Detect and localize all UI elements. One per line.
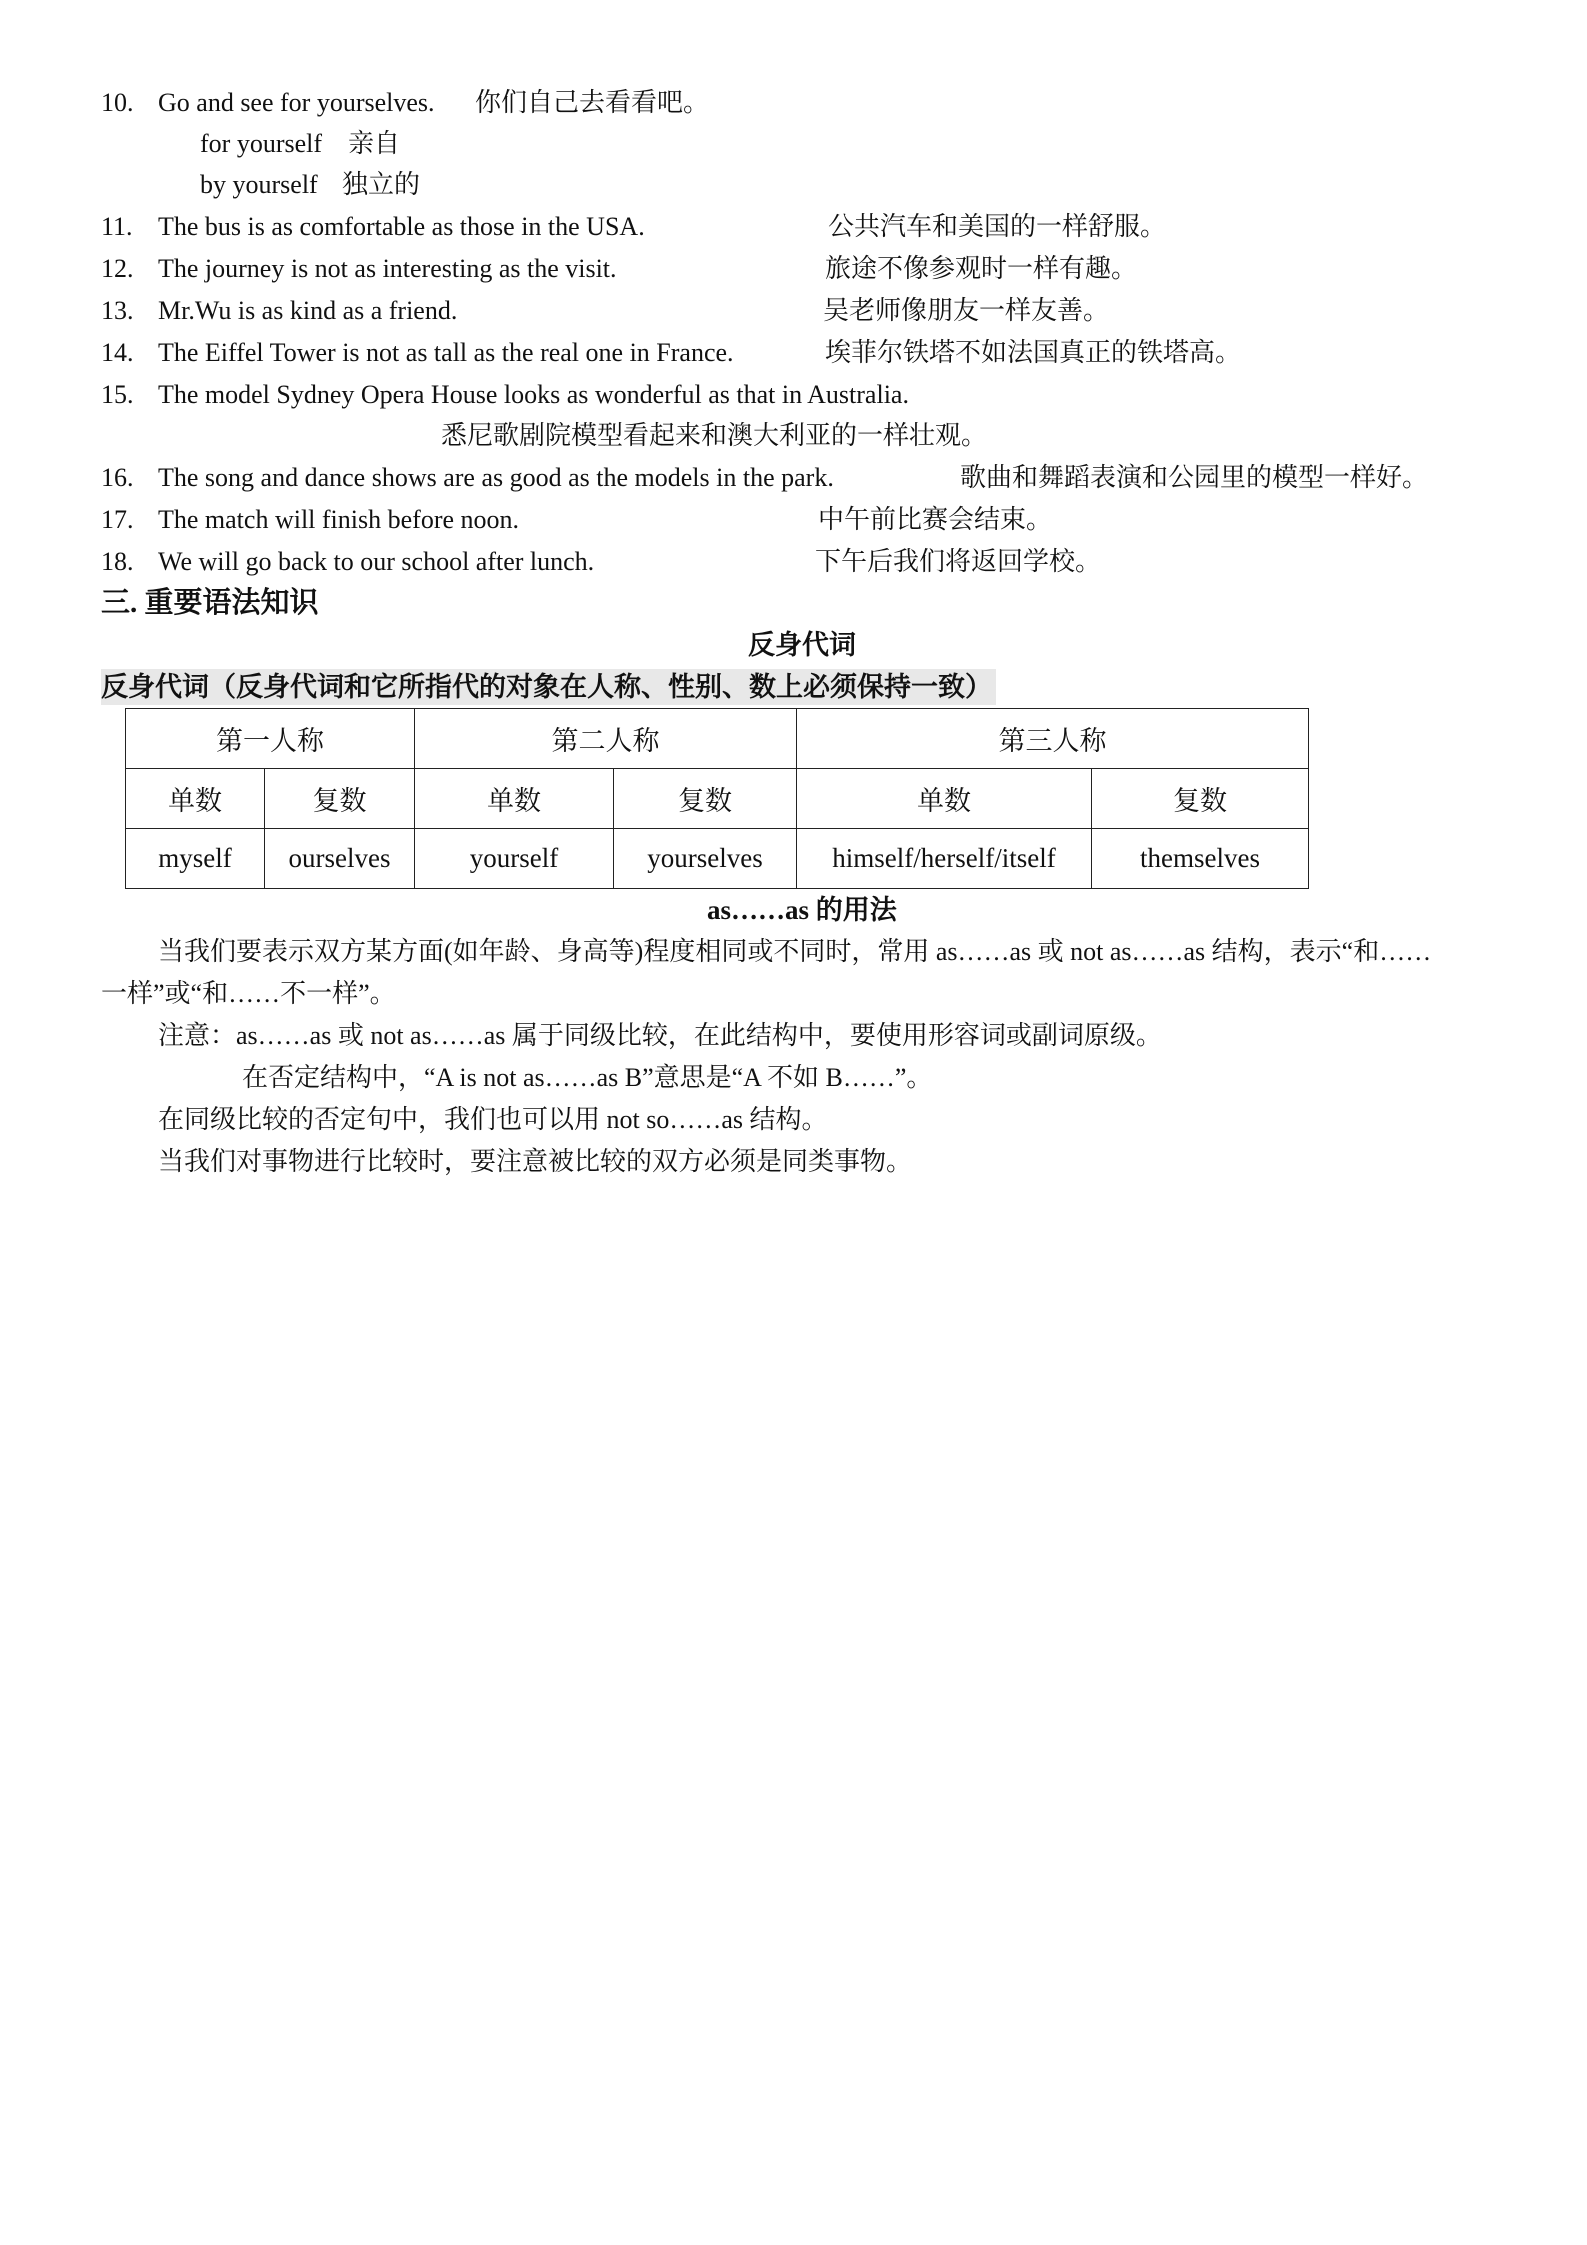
table-row-number xyxy=(126,769,1309,829)
item-14-english: The Eiffel Tower is not as tall as the real one in France. xyxy=(158,338,734,367)
table-row-forms xyxy=(126,829,1309,889)
form-myself: myself xyxy=(126,829,265,889)
item-13-number: 13. xyxy=(101,296,134,325)
item-11-number: 11. xyxy=(101,212,133,241)
item-17-english: The match will finish before noon. xyxy=(158,505,520,534)
item-17-number: 17. xyxy=(101,505,134,534)
item-11-english: The bus is as comfortable as those in the USA. xyxy=(158,212,645,241)
item-12-english: The journey is not as interesting as the visit. xyxy=(158,254,617,283)
form-yourself: yourself xyxy=(415,829,614,889)
form-yourselves: yourselves xyxy=(614,829,797,889)
item-16-english: The song and dance shows are as good as the models in the park. xyxy=(158,463,834,492)
item-15-chinese: 悉尼歌剧院模型看起来和澳大利亚的一样壮观。 xyxy=(441,421,988,450)
item-12-chinese: 旅途不像参观时一样有趣。 xyxy=(825,254,1138,283)
item-14-number: 14. xyxy=(101,338,134,367)
reflexive-note: 反身代词（反身代词和它所指代的对象在人称、性别、数上必须保持一致） xyxy=(101,669,996,705)
as-as-paragraph-1: 当我们要表示双方某方面(如年龄、身高等)程度相同或不同时，常用 as……as 或 not as……as 结构，表示“和…… xyxy=(158,937,1432,966)
first-singular-label: 单数 xyxy=(126,769,265,829)
as-as-note: 注意：as……as 或 not as……as 属于同级比较，在此结构中，要使用形容词或副词原级。 xyxy=(158,1021,1162,1050)
third-singular-label: 单数 xyxy=(797,769,1092,829)
item-16-chinese: 歌曲和舞蹈表演和公园里的模型一样好。 xyxy=(960,463,1429,492)
second-plural-label: 复数 xyxy=(614,769,797,829)
item-15-number: 15. xyxy=(101,380,134,409)
as-as-negative: 在否定结构中，“A is not as……as B”意思是“A 不如 B……”。 xyxy=(242,1063,933,1092)
item-14-chinese: 埃菲尔铁塔不如法国真正的铁塔高。 xyxy=(825,338,1242,367)
sub10-for-yourself: for yourself xyxy=(200,129,323,158)
header-third-person: 第三人称 xyxy=(797,709,1309,769)
table-row-persons xyxy=(126,709,1309,769)
item-10-english: Go and see for yourselves. xyxy=(158,88,435,117)
form-themselves: themselves xyxy=(1092,829,1309,889)
as-as-same-kind: 当我们对事物进行比较时，要注意被比较的双方必须是同类事物。 xyxy=(158,1147,913,1176)
as-as-not-so: 在同级比较的否定句中，我们也可以用 not so……as 结构。 xyxy=(158,1105,828,1134)
reflexive-title: 反身代词 xyxy=(748,630,856,660)
as-as-paragraph-1-cont: 一样”或“和……不一样”。 xyxy=(101,979,396,1008)
item-18-chinese: 下午后我们将返回学校。 xyxy=(815,547,1102,576)
header-second-person: 第二人称 xyxy=(415,709,797,769)
form-ourselves: ourselves xyxy=(265,829,415,889)
sub10-by-yourself: by yourself xyxy=(200,170,318,199)
first-plural-label: 复数 xyxy=(265,769,415,829)
item-10-number: 10. xyxy=(101,88,134,117)
reflexive-pronoun-table xyxy=(125,708,1309,889)
item-13-english: Mr.Wu is as kind as a friend. xyxy=(158,296,458,325)
item-10-chinese: 你们自己去看看吧。 xyxy=(475,88,710,117)
item-16-number: 16. xyxy=(101,463,134,492)
item-18-english: We will go back to our school after lunch. xyxy=(158,547,595,576)
section-heading: 三. 重要语法知识 xyxy=(101,587,319,619)
third-plural-label: 复数 xyxy=(1092,769,1309,829)
item-18-number: 18. xyxy=(101,547,134,576)
second-singular-label: 单数 xyxy=(415,769,614,829)
item-12-number: 12. xyxy=(101,254,134,283)
item-15-english: The model Sydney Opera House looks as wonderful as that in Australia. xyxy=(158,380,909,409)
header-first-person: 第一人称 xyxy=(126,709,415,769)
item-13-chinese: 吴老师像朋友一样友善。 xyxy=(823,296,1110,325)
as-as-title: as……as 的用法 xyxy=(707,895,897,925)
sub10-for-yourself-zh: 亲自 xyxy=(348,129,401,158)
item-11-chinese: 公共汽车和美国的一样舒服。 xyxy=(828,212,1167,241)
form-himself-herself-itself: himself/herself/itself xyxy=(797,829,1092,889)
item-17-chinese: 中午前比赛会结束。 xyxy=(818,505,1053,534)
sub10-by-yourself-zh: 独立的 xyxy=(342,170,421,199)
